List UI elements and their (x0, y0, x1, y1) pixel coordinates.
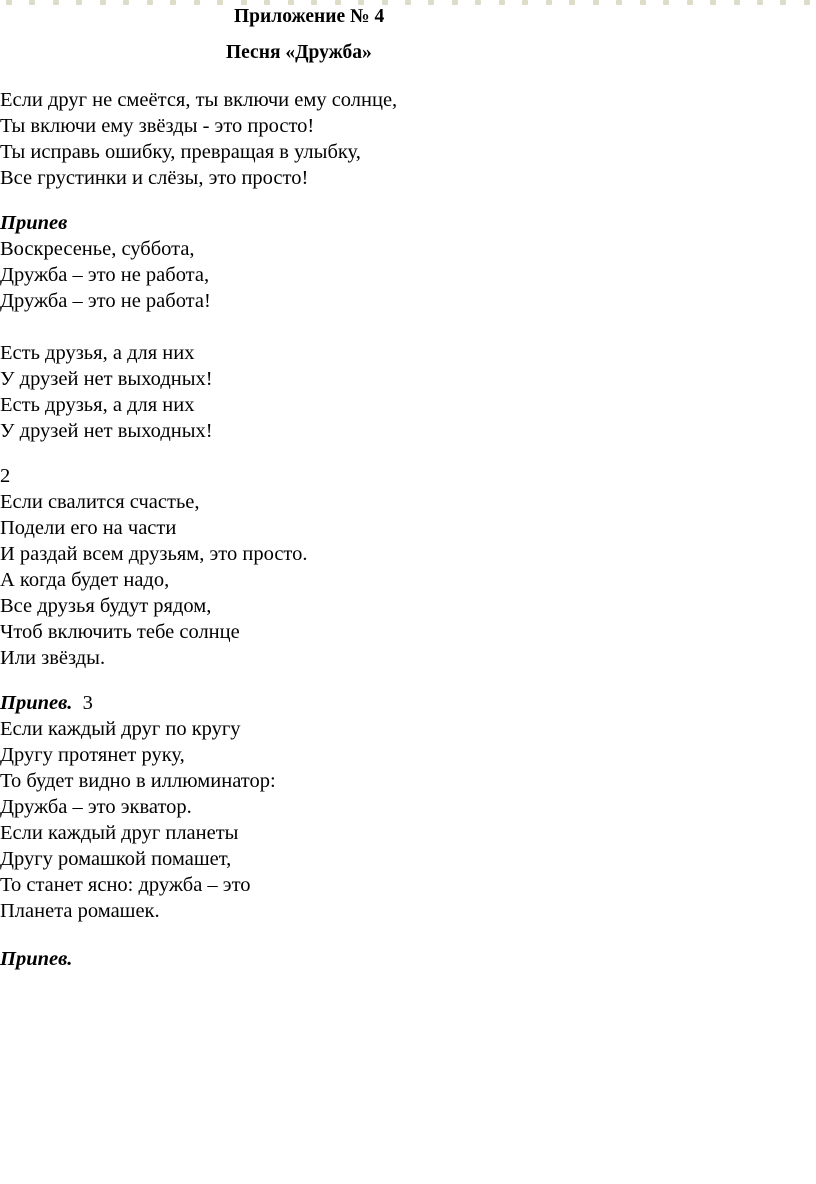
song-title: Песня «Дружба» (226, 42, 372, 63)
border-dot (6, 0, 12, 5)
border-dot (522, 0, 528, 5)
border-dot (687, 0, 693, 5)
verse3-line: Другу протянет руку, (0, 744, 185, 766)
chorus-reference: Припев. (0, 692, 73, 714)
border-dot (499, 0, 505, 5)
appendix-title: Приложение № 4 (234, 6, 385, 27)
border-dot (382, 0, 388, 5)
border-dot (757, 0, 763, 5)
verse1-line: Ты исправь ошибку, превращая в улыбку, (0, 141, 361, 163)
border-dot (311, 0, 317, 5)
verse3-line: Если каждый друг по кругу (0, 718, 241, 740)
border-dot (710, 0, 716, 5)
final-chorus-label: Припев. (0, 948, 73, 970)
border-dot (640, 0, 646, 5)
verse1-line: Если друг не смеётся, ты включи ему солнце, (0, 89, 398, 111)
verse3-line: Если каждый друг планеты (0, 822, 239, 844)
border-dot (217, 0, 223, 5)
border-dot (335, 0, 341, 5)
chorus-line: Дружба – это не работа! (0, 290, 211, 312)
verse3-line: То станет ясно: дружба – это (0, 874, 251, 896)
verse2-number: 2 (0, 465, 11, 487)
verse2-line: Подели его на части (0, 517, 177, 539)
border-dot (804, 0, 810, 5)
border-dot (734, 0, 740, 5)
bridge-line: У друзей нет выходных! (0, 420, 213, 442)
border-dot (358, 0, 364, 5)
bridge-line: Есть друзья, а для них (0, 342, 195, 364)
verse2-line: А когда будет надо, (0, 569, 170, 591)
border-dot (593, 0, 599, 5)
border-dot (100, 0, 106, 5)
border-dot (288, 0, 294, 5)
chorus-line: Дружба – это не работа, (0, 264, 210, 286)
border-dot (546, 0, 552, 5)
border-dot (76, 0, 82, 5)
verse3-header (0, 690, 93, 716)
bridge-line: У друзей нет выходных! (0, 368, 213, 390)
border-dot (780, 0, 786, 5)
verse2-line: Или звёзды. (0, 647, 106, 669)
border-dot (29, 0, 35, 5)
chorus-line: Воскресенье, суббота, (0, 238, 195, 260)
verse1-line: Все грустинки и слёзы, это просто! (0, 167, 309, 189)
border-dot (475, 0, 481, 5)
verse3-line: Дружба – это экватор. (0, 796, 192, 818)
verse2-line: Если свалится счастье, (0, 491, 200, 513)
border-dot (663, 0, 669, 5)
border-dot (405, 0, 411, 5)
border-dot (147, 0, 153, 5)
verse2-line: Чтоб включить тебе солнце (0, 621, 240, 643)
verse1-line: Ты включи ему звёзды - это просто! (0, 115, 315, 137)
verse2-line: И раздай всем друзьям, это просто. (0, 543, 308, 565)
verse3-line: То будет видно в иллюминатор: (0, 770, 276, 792)
border-dot (241, 0, 247, 5)
border-dot (194, 0, 200, 5)
verse3-line: Планета ромашек. (0, 900, 160, 922)
border-dot (616, 0, 622, 5)
border-dot (428, 0, 434, 5)
verse2-line: Все друзья будут рядом, (0, 595, 212, 617)
border-dot (170, 0, 176, 5)
border-dot (264, 0, 270, 5)
page-top-border (0, 0, 816, 8)
verse3-number: 3 (82, 692, 93, 714)
border-dot (53, 0, 59, 5)
border-dot (569, 0, 575, 5)
border-dot (123, 0, 129, 5)
verse3-line: Другу ромашкой помашет, (0, 848, 232, 870)
bridge-line: Есть друзья, а для них (0, 394, 195, 416)
border-dot (452, 0, 458, 5)
chorus-label: Припев (0, 212, 68, 234)
